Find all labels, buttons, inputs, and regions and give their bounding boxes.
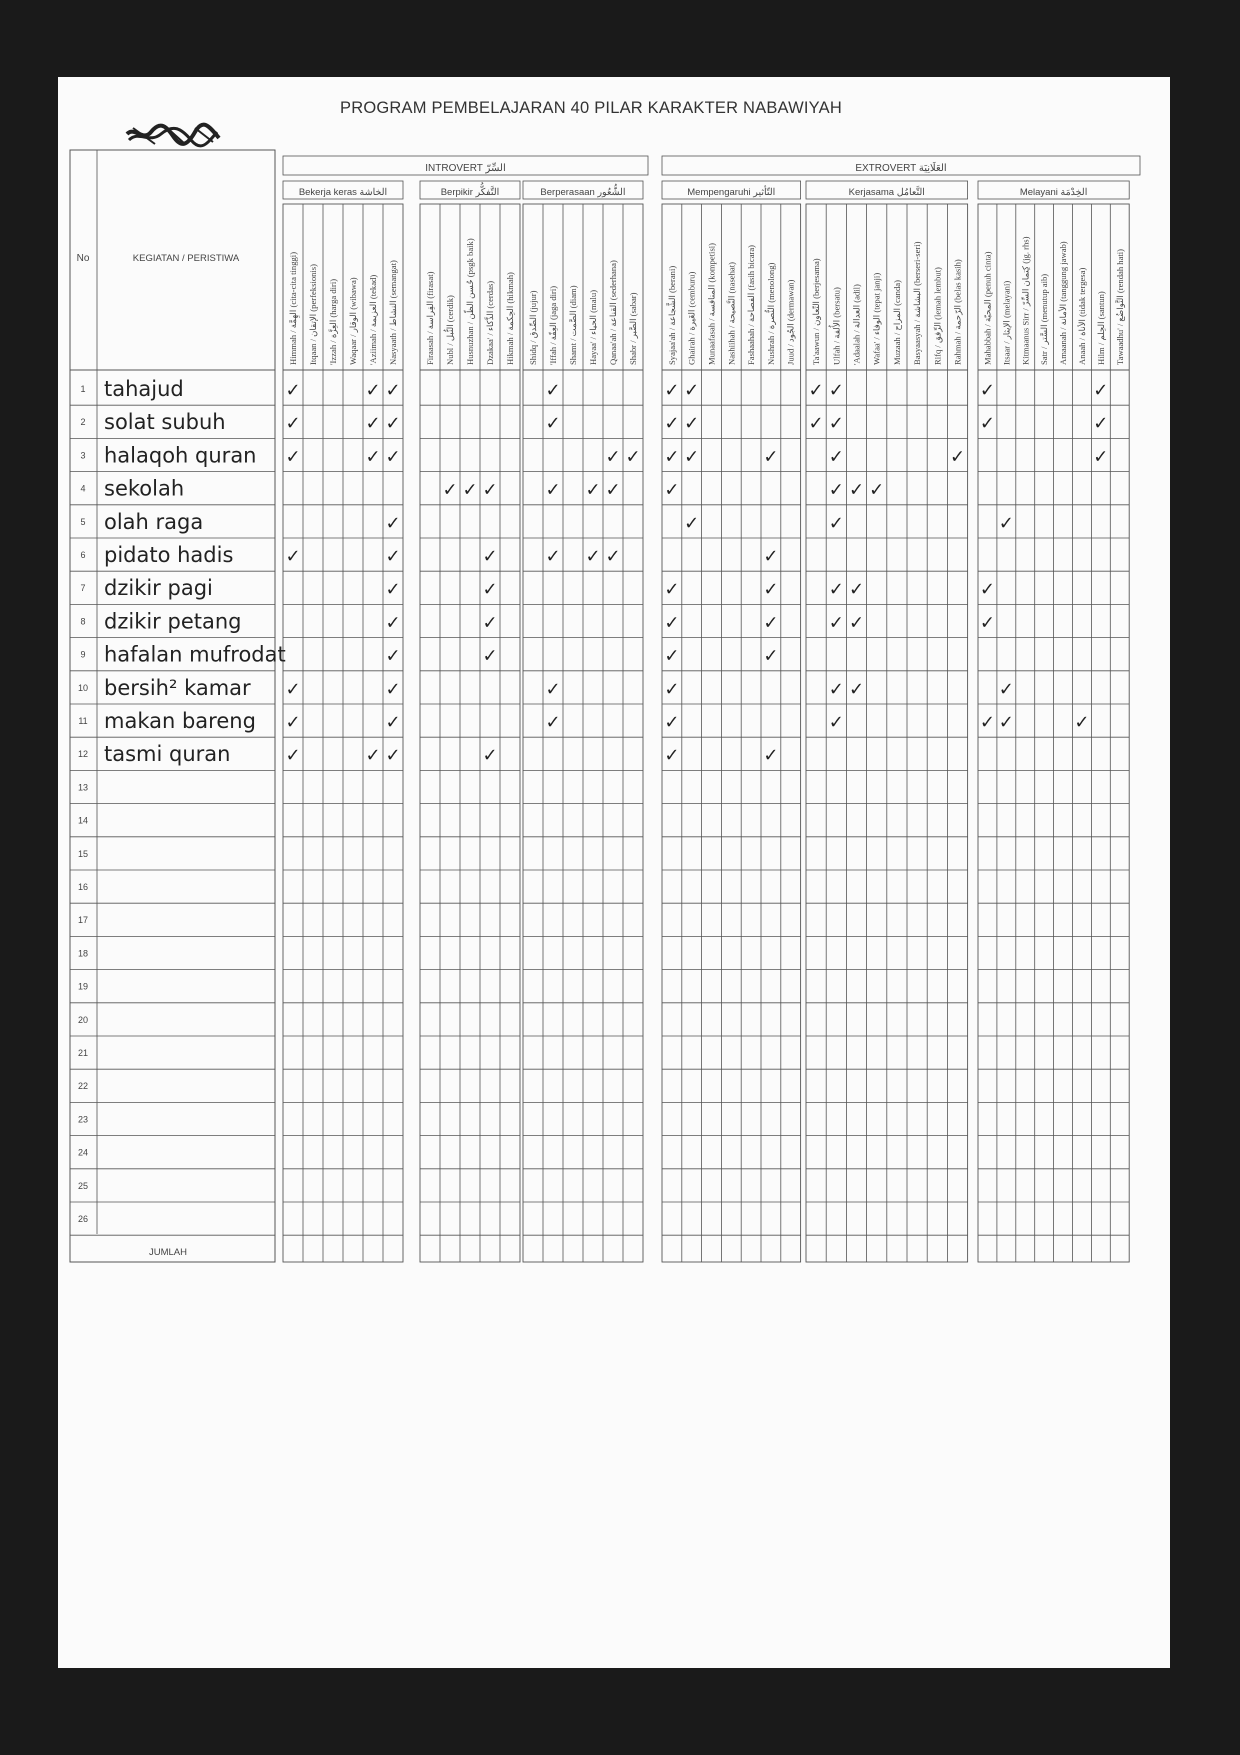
check-mark: ✓ (949, 446, 966, 468)
subgroup-header-0-2: Berperasaan الشُّعُور (540, 187, 626, 198)
trait-label: Hikmah / الحِكمة (hikmah) (505, 272, 515, 365)
trait-label: Nashiihah / النَّصيحة (nasehat) (726, 262, 737, 365)
group-header-1: EXTROVERT العَلَانِيَة (855, 163, 947, 174)
row-activity: olah raga (104, 509, 204, 534)
trait-label: Tawaadhu' / التَّواضُع (rendah hati) (1114, 248, 1125, 365)
check-mark: ✓ (664, 612, 680, 634)
check-mark: ✓ (664, 712, 680, 733)
row-activity: sekolah (104, 476, 185, 501)
trait-label: 'Aziimah / العزيمة (tekad) (368, 274, 378, 365)
row-number: 16 (77, 882, 89, 892)
trait-label: Kitmaanus Sirr / كِتمان السِّرّ (jg. rhs) (1020, 236, 1031, 365)
check-mark: ✓ (285, 712, 301, 733)
trait-label: Basyaasyah / البشاشة (berseri-seri) (912, 241, 923, 365)
row-activity: halaqoh quran (104, 443, 257, 468)
check-mark: ✓ (763, 546, 779, 567)
check-mark: ✓ (385, 413, 401, 435)
row-number: 13 (77, 782, 89, 793)
trait-label: Himmah / الهِمَّة (cita-cita tinggi) (288, 251, 298, 365)
check-mark: ✓ (482, 645, 498, 667)
check-mark: ✓ (808, 413, 824, 435)
trait-label: Anaah / الأناة (tidak tergesa) (1076, 267, 1087, 365)
check-mark: ✓ (385, 546, 401, 567)
row-activity: tahajud (104, 377, 184, 401)
check-mark: ✓ (545, 479, 561, 501)
check-mark: ✓ (869, 479, 885, 501)
check-mark: ✓ (664, 678, 680, 700)
check-mark: ✓ (482, 579, 498, 601)
row-number: 19 (77, 981, 89, 992)
check-mark: ✓ (664, 380, 680, 401)
check-mark: ✓ (664, 446, 680, 468)
trait-label: Dzakaa' / الذَّكاء (cerdas) (485, 280, 495, 365)
row-number: 12 (77, 749, 89, 760)
check-mark: ✓ (828, 712, 844, 733)
check-mark: ✓ (585, 546, 601, 567)
check-mark: ✓ (385, 745, 401, 767)
trait-label: Satr / السَّتر (menutup aib) (1039, 273, 1050, 365)
check-mark: ✓ (365, 380, 381, 401)
check-mark: ✓ (285, 678, 301, 700)
check-mark: ✓ (545, 712, 561, 733)
total-row-label: JUMLAH (148, 1247, 188, 1259)
row-activity: makan bareng (104, 709, 256, 733)
check-mark: ✓ (285, 380, 301, 401)
trait-label: Shabr / الصَّبر (sabar) (628, 292, 638, 365)
row-number: 18 (77, 948, 89, 959)
row-activity: pidato hadis (104, 543, 234, 567)
check-mark: ✓ (979, 380, 995, 401)
check-mark: ✓ (285, 745, 301, 767)
check-mark: ✓ (684, 413, 700, 435)
trait-label: Waqaar / الوقار (wibawa) (348, 277, 358, 365)
check-mark: ✓ (998, 678, 1014, 700)
page-title: PROGRAM PEMBELAJARAN 40 PILAR KARAKTER NABAWIYAH (340, 99, 842, 117)
subgroup-header-1-0: Mempengaruhi التّأثير (687, 187, 776, 198)
check-mark: ✓ (1093, 446, 1109, 468)
check-mark: ✓ (545, 678, 561, 700)
check-mark: ✓ (385, 678, 401, 700)
row-activity: dzikir petang (104, 609, 242, 634)
trait-label: Nushrah / النُّصرة (menolong) (765, 262, 776, 365)
row-number: 24 (77, 1147, 89, 1158)
trait-label: Hayaa' / الحياء (malu) (588, 289, 598, 365)
check-mark: ✓ (763, 612, 779, 634)
row-number: 4 (80, 483, 86, 494)
trait-label: Itqaan / الإتقان (perfeksionis) (308, 263, 318, 365)
check-mark: ✓ (664, 645, 680, 667)
check-mark: ✓ (828, 579, 844, 601)
trait-label: Ghairah / الغَيرة (cemburu) (686, 271, 697, 365)
trait-label: Shidq / الصِّدق (jujur) (528, 290, 538, 365)
trait-label: Wafaa' / الوفاء (tepat janji) (871, 272, 882, 365)
check-mark: ✓ (763, 645, 779, 667)
row-number: 5 (80, 516, 86, 527)
trait-label: Rifq / الرِّفق (lemah lembut) (932, 267, 943, 365)
check-mark: ✓ (385, 645, 401, 667)
check-mark: ✓ (848, 612, 865, 634)
check-mark: ✓ (482, 479, 498, 501)
check-mark: ✓ (808, 380, 824, 401)
no-column-header: No (76, 253, 90, 264)
trait-label: Nasyaath / النشاط (semangat) (388, 260, 398, 365)
trait-label: Hilm / الحِلم (santun) (1095, 291, 1106, 365)
check-mark: ✓ (605, 479, 621, 501)
subgroup-header-1-2: Melayani الخِدْمَة (1019, 187, 1088, 198)
check-mark: ✓ (545, 380, 561, 401)
check-mark: ✓ (664, 745, 680, 767)
check-mark: ✓ (482, 612, 498, 634)
trait-label: Firaasah / الفِراسة (firasat) (425, 271, 435, 365)
check-mark: ✓ (979, 612, 995, 634)
check-mark: ✓ (848, 579, 865, 601)
check-mark: ✓ (585, 479, 601, 501)
trait-label: Husnuzhan / حُسن الظّن (psgk baik) (465, 238, 475, 365)
subgroup-header-1-1: Kerjasama التَّعامُل (848, 187, 925, 198)
check-mark: ✓ (664, 479, 680, 501)
row-number: 6 (80, 550, 86, 560)
check-mark: ✓ (385, 446, 401, 468)
check-mark: ✓ (285, 446, 301, 468)
row-number: 3 (80, 450, 86, 461)
check-mark: ✓ (1093, 413, 1109, 435)
left-panel-border (70, 150, 275, 1262)
row-activity: bersih² kamar (104, 675, 251, 700)
check-mark: ✓ (684, 512, 700, 534)
trait-label: Amaanah / الأمانة (tanggung jawab) (1058, 241, 1069, 365)
check-mark: ✓ (979, 413, 995, 435)
check-mark: ✓ (998, 512, 1014, 534)
row-number: 20 (77, 1014, 89, 1025)
check-mark: ✓ (828, 479, 844, 501)
check-mark: ✓ (684, 446, 700, 468)
row-number: 14 (77, 815, 89, 826)
check-mark: ✓ (545, 546, 561, 567)
activity-column-header: KEGIATAN / PERISTIWA (132, 253, 240, 264)
check-mark: ✓ (385, 712, 401, 733)
trait-label: Mahabbah / المحبّة (penuh cinta) (982, 251, 993, 365)
trait-label: Syajaa'ah / الشَّجاعة (berani) (666, 265, 677, 365)
check-mark: ✓ (828, 612, 844, 634)
check-mark: ✓ (285, 413, 301, 435)
trait-label: Ulfah / الأُلفة (bersatu) (831, 287, 842, 365)
check-mark: ✓ (1093, 380, 1109, 401)
check-mark: ✓ (848, 678, 865, 700)
row-number: 2 (80, 417, 86, 428)
check-mark: ✓ (365, 413, 381, 435)
check-mark: ✓ (625, 446, 641, 468)
check-mark: ✓ (998, 712, 1014, 733)
check-mark: ✓ (482, 745, 498, 767)
row-number: 9 (80, 649, 86, 660)
row-activity: hafalan mufrodat (104, 642, 286, 667)
check-mark: ✓ (828, 380, 844, 401)
trait-label: 'Izzah / العِزَّة (harga diri) (328, 278, 338, 365)
subgroup-header-0-0: Bekerja keras الخاشة (298, 187, 388, 198)
trait-label: Rahmah / الرّحمة (belas kasih) (952, 259, 963, 365)
check-mark: ✓ (664, 579, 680, 601)
trait-label: Nubl / النُّبل (cerdik) (445, 295, 455, 365)
check-mark: ✓ (605, 446, 621, 468)
trait-label: Shamt / الصَّمت (diam) (568, 285, 578, 365)
check-mark: ✓ (385, 579, 401, 601)
trait-label: Ta'aawun / التّعاون (berjesama) (811, 258, 822, 365)
row-number: 25 (77, 1180, 89, 1191)
trait-label: Qanaa'ah / القناعة (sederhana) (608, 260, 618, 365)
check-mark: ✓ (365, 446, 381, 468)
check-mark: ✓ (285, 546, 301, 567)
row-activity: solat subuh (104, 410, 226, 435)
row-number: 21 (77, 1048, 89, 1058)
check-mark: ✓ (828, 446, 844, 468)
check-mark: ✓ (979, 579, 995, 601)
trait-label: Itsaar / الإيثار (melayani) (1001, 280, 1012, 365)
row-number: 11 (78, 716, 88, 726)
group-header-0: INTROVERT السِّرّ (425, 163, 506, 174)
row-number: 8 (80, 616, 86, 627)
row-number: 26 (77, 1214, 89, 1224)
check-mark: ✓ (545, 413, 561, 435)
check-mark: ✓ (385, 380, 401, 401)
trait-label: Juud / الجُود (dermawan) (785, 279, 796, 365)
row-activity: dzikir pagi (104, 576, 213, 601)
check-mark: ✓ (365, 745, 381, 767)
check-mark: ✓ (664, 413, 680, 435)
check-mark: ✓ (385, 512, 401, 534)
trait-label: 'Iffah / العِفّة (jaga diri) (548, 285, 558, 365)
row-number: 15 (77, 848, 89, 859)
check-mark: ✓ (828, 512, 844, 534)
check-mark: ✓ (385, 612, 401, 634)
subgroup-header-0-1: Berpikir التَّفكُّر (440, 187, 500, 198)
trait-label: Munaafasah / المنافسة (kompetisi) (706, 242, 717, 365)
check-mark: ✓ (763, 579, 779, 601)
check-mark: ✓ (848, 479, 865, 501)
trait-label: 'Adaalah / العدالة (adil) (851, 284, 862, 365)
row-number: 7 (80, 583, 86, 594)
trait-label: Muzaah / المزاح (canda) (891, 280, 902, 365)
row-number: 23 (77, 1114, 89, 1125)
check-mark: ✓ (482, 546, 498, 567)
row-number: 22 (77, 1081, 89, 1092)
check-mark: ✓ (979, 712, 995, 733)
check-mark: ✓ (828, 413, 844, 435)
check-mark: ✓ (763, 745, 779, 767)
row-number: 17 (77, 915, 89, 926)
check-mark: ✓ (462, 479, 478, 501)
check-mark: ✓ (684, 380, 700, 401)
row-number: 10 (77, 682, 89, 693)
trait-label: Fashaahah / الفصاحة (fasih bicara) (746, 244, 757, 365)
check-mark: ✓ (605, 546, 621, 567)
row-activity: tasmi quran (104, 742, 231, 767)
check-mark: ✓ (828, 678, 844, 700)
check-mark: ✓ (1074, 712, 1090, 733)
check-mark: ✓ (763, 446, 779, 468)
row-number: 1 (80, 384, 86, 394)
check-mark: ✓ (442, 479, 458, 501)
